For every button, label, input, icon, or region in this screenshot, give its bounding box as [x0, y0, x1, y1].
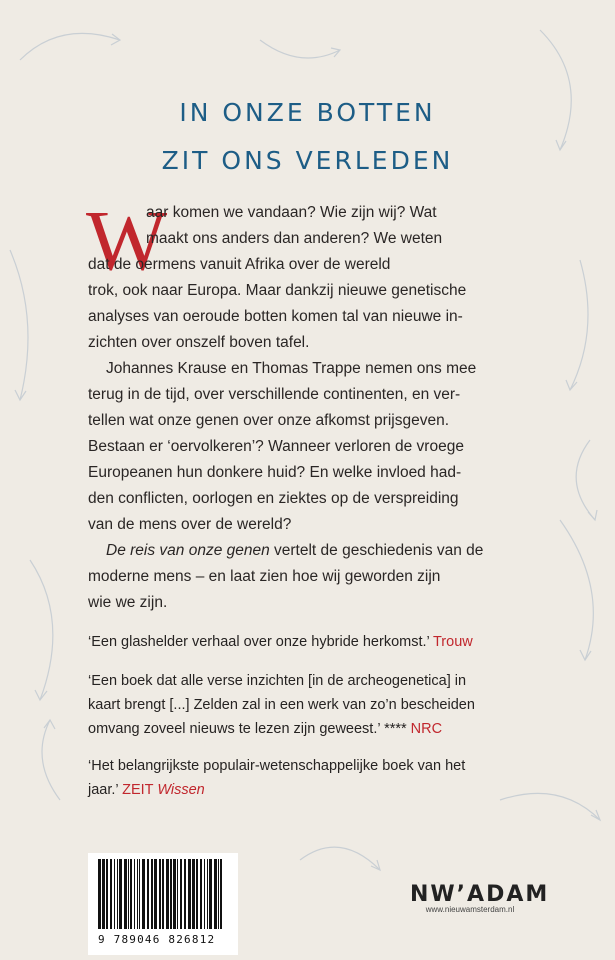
barcode-bar [220, 859, 222, 929]
blurb-p2-line: den conflicten, oorlogen en ziektes op de verspreiding [88, 490, 459, 507]
barcode-bars [98, 859, 226, 929]
barcode-bar [177, 859, 178, 929]
barcode-bar [128, 859, 129, 929]
quote-source-trouw: Trouw [432, 634, 473, 650]
quote-line: kaart brengt [...] Zelden zal in een werk van zo’n bescheiden [88, 697, 475, 713]
quote-trouw [88, 630, 528, 654]
barcode-bar [170, 859, 172, 929]
blurb-p1-line: analyses van oeroude botten komen tal van nieuwe in- [88, 308, 463, 325]
quote-line-last [88, 717, 528, 741]
barcode-bar [214, 859, 217, 929]
barcode-bar [188, 859, 191, 929]
barcode-bar [124, 859, 127, 929]
blurb-p1-line: aar komen we vandaan? Wie zijn wij? Wat [146, 204, 437, 221]
barcode-bar [218, 859, 219, 929]
barcode-bar [142, 859, 145, 929]
barcode-bar [196, 859, 198, 929]
barcode-bar [154, 859, 157, 929]
quote-source-nrc: NRC [410, 721, 443, 737]
quote-zeit [88, 754, 528, 802]
quote-text: omvang zoveel nieuws te lezen zijn geweest.’ **** [88, 721, 411, 737]
barcode-bar [147, 859, 149, 929]
barcode-bar [173, 859, 176, 929]
blurb-p2-line: tellen wat onze genen over onze afkomst prijsgeven. [88, 412, 450, 429]
barcode-bar [200, 859, 202, 929]
publisher-logo-mark: NW’ADAM [410, 882, 550, 907]
blurb-paragraph-3 [88, 538, 520, 616]
title-line-1: IN ONZE BOTTEN [179, 98, 436, 127]
blurb-p2-line: van de mens over de wereld? [88, 516, 292, 533]
publisher-url: www.nieuwamsterdam.nl [425, 905, 515, 914]
barcode-bar [204, 859, 205, 929]
barcode-bar [209, 859, 212, 929]
barcode-bar [137, 859, 138, 929]
blurb-p1-line: trok, ook naar Europa. Maar dankzij nieuwe genetische [88, 282, 467, 299]
blurb-p1-line: dat de oermens vanuit Afrika over de wereld [88, 256, 391, 273]
barcode-bar [98, 859, 101, 929]
quote-source-zeit: ZEIT [122, 782, 158, 798]
quote-line-last [88, 778, 528, 802]
blurb-p1-line: zichten over onszelf boven tafel. [88, 334, 310, 351]
publisher-logo [410, 882, 550, 914]
quote-text: jaar.’ [88, 782, 123, 798]
quote-line: ‘Een boek dat alle verse inzichten [in de archeogenetica] in [88, 673, 467, 689]
book-title-italic: De reis van onze genen [106, 542, 270, 559]
blurb-p1-line: maakt ons anders dan anderen? We weten [146, 230, 443, 247]
isbn-number: 9 789046 826812 [98, 933, 216, 946]
barcode-bar [184, 859, 186, 929]
barcode-bar [110, 859, 112, 929]
barcode-bar [192, 859, 195, 929]
barcode-bar [180, 859, 182, 929]
barcode-bar [102, 859, 105, 929]
blurb-p3-line: moderne mens – en laat zien hoe wij geworden zijn [88, 568, 441, 585]
barcode-bar [151, 859, 153, 929]
blurb-paragraph-1 [88, 200, 520, 356]
isbn-barcode [88, 853, 238, 955]
blurb-p3-line [88, 538, 520, 564]
barcode-bar [114, 859, 115, 929]
barcode-bar [117, 859, 118, 929]
blurb-p3-line: wie we zijn. [88, 594, 168, 611]
barcode-bar [134, 859, 135, 929]
barcode-bar [162, 859, 164, 929]
blurb-p2-line: terug in de tijd, over verschillende continenten, en ver- [88, 386, 461, 403]
barcode-bar [130, 859, 132, 929]
drop-cap: W [86, 192, 168, 288]
blurb-p2-line: Europeanen hun donkere huid? En welke invloed had- [88, 464, 462, 481]
blurb-paragraph-2 [88, 356, 520, 538]
barcode-bar [119, 859, 122, 929]
title-line-2: ZIT ONS VERLEDEN [161, 146, 454, 175]
barcode-bar [207, 859, 208, 929]
barcode-bar [106, 859, 108, 929]
blurb-p2-line: Johannes Krause en Thomas Trappe nemen ons mee [106, 360, 477, 377]
blurb-p2-line: Bestaan er ‘oervolkeren’? Wanneer verloren de vroege [88, 438, 464, 455]
quote-text: ‘Een glashelder verhaal over onze hybride herkomst.’ [88, 634, 433, 650]
barcode-bar [159, 859, 161, 929]
barcode-bar [166, 859, 169, 929]
quote-nrc [88, 669, 528, 741]
blurb-p3-text: vertelt de geschiedenis van de [269, 542, 484, 559]
barcode-bar [139, 859, 140, 929]
quote-source-wissen: Wissen [157, 782, 205, 798]
quote-line: ‘Het belangrijkste populair-wetenschappelijke boek van het [88, 758, 466, 774]
